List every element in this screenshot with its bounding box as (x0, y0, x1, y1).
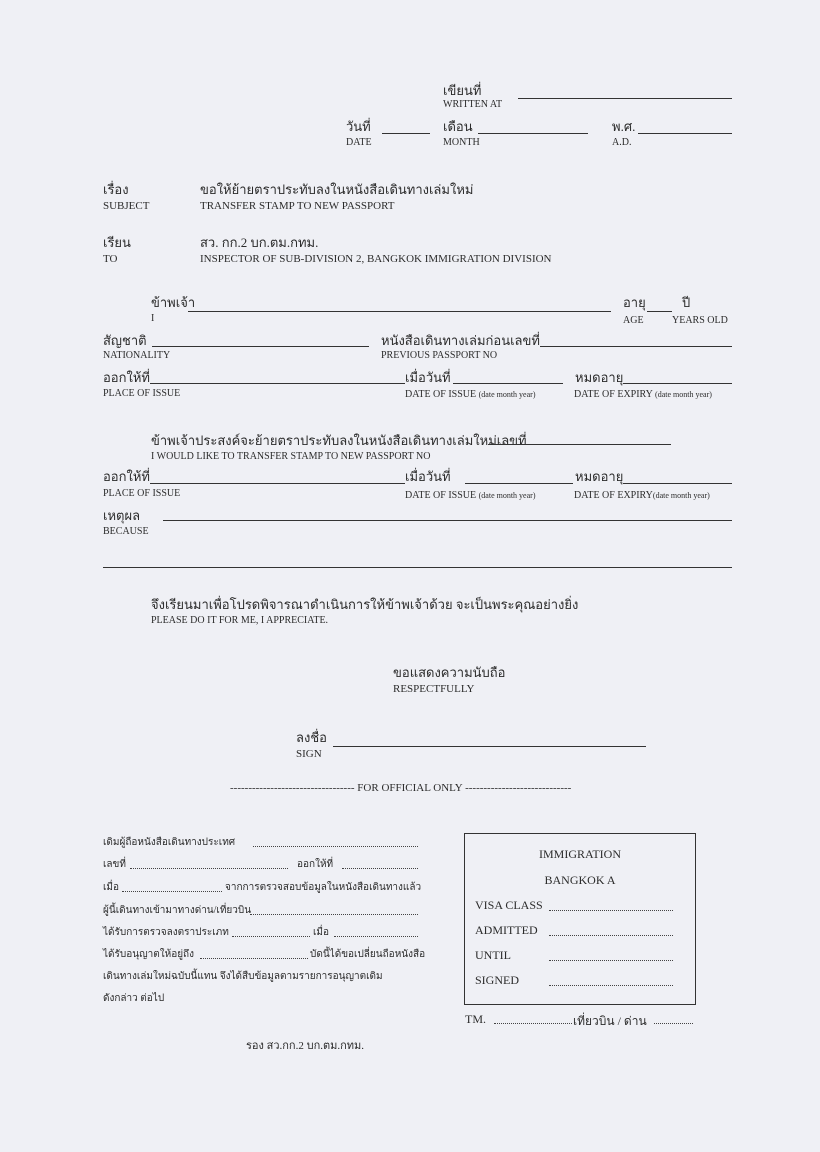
to-value-en: INSPECTOR OF SUB-DIVISION 2, BANGKOK IMMIGRATION DIVISION (200, 253, 552, 265)
official-line-2b: ออกให้ที่ (297, 859, 334, 870)
date-hint: (date month year) (478, 390, 536, 399)
request-en: PLEASE DO IT FOR ME, I APPRECIATE. (151, 615, 329, 626)
official-line-5b: เมื่อ (313, 927, 330, 938)
stamp-until-field[interactable] (549, 960, 673, 961)
stamp-signed-field[interactable] (549, 985, 673, 986)
place-issue-en: PLACE OF ISSUE (103, 388, 181, 399)
official-stay-until-field[interactable] (200, 958, 308, 959)
expiry-field[interactable] (623, 383, 732, 384)
because-field[interactable] (163, 520, 732, 521)
subject-value-th: ขอให้ย้ายตราประทับลงในหนังสือเดินทางเล่มใหม่ (200, 182, 474, 197)
date-en: DATE (346, 137, 372, 148)
stamp-visa-class-label: VISA CLASS (475, 898, 543, 912)
age-th: อายุ (623, 295, 646, 310)
name-field[interactable] (188, 311, 611, 312)
np-date-issue-en-label: DATE OF ISSUE (405, 490, 477, 501)
month-field[interactable] (478, 133, 588, 134)
expiry-hint: (date month year) (655, 390, 712, 399)
official-number-field[interactable] (130, 868, 288, 869)
stamp-admitted-field[interactable] (549, 935, 673, 936)
np-date-issue-th: เมื่อวันที่ (405, 469, 451, 484)
stamp-tm-field[interactable] (494, 1023, 572, 1024)
to-label-en: TO (103, 253, 118, 265)
age-en: AGE (623, 315, 644, 326)
ad-th: พ.ศ. (612, 119, 636, 134)
prev-passport-th: หนังสือเดินทางเล่มก่อนเลขที่ (381, 333, 540, 348)
np-place-issue-field[interactable] (150, 483, 405, 484)
expiry-en-label: DATE OF EXPIRY (574, 389, 653, 400)
i-label-en: I (151, 313, 155, 324)
np-expiry-field[interactable] (623, 483, 732, 484)
official-issued-field[interactable] (342, 868, 418, 869)
written-at-th: เขียนที่ (443, 83, 482, 98)
stamp-signed-label: SIGNED (475, 973, 519, 987)
official-line-3b: จากการตรวจสอบข้อมูลในหนังสือเดินทางแล้ว (225, 882, 422, 893)
stamp-admitted-label: ADMITTED (475, 923, 538, 937)
np-expiry-th: หมดอายุ (575, 469, 624, 484)
ad-field[interactable] (638, 133, 732, 134)
official-country-field[interactable] (253, 846, 418, 847)
ad-en: A.D. (612, 137, 632, 148)
nationality-field[interactable] (152, 346, 369, 347)
new-passport-field[interactable] (488, 444, 671, 445)
official-flight-field[interactable] (250, 914, 418, 915)
subject-label-en: SUBJECT (103, 200, 150, 212)
date-th: วันที่ (346, 119, 371, 134)
date-issue-en-label: DATE OF ISSUE (405, 389, 477, 400)
official-line-2a: เลขที่ (103, 859, 126, 870)
written-at-en: WRITTEN AT (443, 99, 503, 110)
np-date-issue-en (405, 490, 536, 501)
nationality-th: สัญชาติ (103, 333, 147, 348)
written-at-field[interactable] (518, 98, 732, 99)
date-issue-field[interactable] (453, 383, 563, 384)
np-date-hint: (date month year) (478, 491, 536, 500)
official-signer: รอง สว.กก.2 บก.ตม.กทม. (246, 1040, 365, 1052)
nationality-en: NATIONALITY (103, 350, 171, 361)
years-en: YEARS OLD (672, 315, 728, 326)
official-visa-date-field[interactable] (334, 936, 418, 937)
date-issue-th: เมื่อวันที่ (405, 370, 451, 385)
stamp-flight-field[interactable] (654, 1023, 693, 1024)
np-expiry-en-label: DATE OF EXPIRY (574, 490, 653, 501)
age-field[interactable] (647, 311, 672, 312)
subject-label-th: เรื่อง (103, 182, 129, 197)
date-field[interactable] (382, 133, 430, 134)
i-label-th: ข้าพเจ้า (151, 295, 196, 310)
prev-passport-field[interactable] (540, 346, 732, 347)
sign-th: ลงชื่อ (296, 730, 327, 745)
official-line-4: ผู้นี้เดินทางเข้ามาทางด่าน/เที่ยวบิน (103, 905, 252, 916)
month-th: เดือน (443, 119, 473, 134)
transfer-en: I WOULD LIKE TO TRANSFER STAMP TO NEW PASSPORT NO (151, 451, 431, 462)
because-th: เหตุผล (103, 508, 141, 523)
signature-field[interactable] (333, 746, 646, 747)
official-line-5a: ได้รับการตรวจลงตราประเภท (103, 927, 229, 938)
official-line-7: เดินทางเล่มใหม่ฉบับนี้แทน จึงได้สืบข้อมูลตามรายการอนุญาตเดิม (103, 971, 383, 982)
prev-passport-en: PREVIOUS PASSPORT NO (381, 350, 498, 361)
official-line-6b: บัดนี้ได้ขอเปลี่ยนถือหนังสือ (310, 949, 426, 960)
np-date-issue-field[interactable] (465, 483, 573, 484)
official-visa-type-field[interactable] (232, 936, 310, 937)
official-line-1: เดิมผู้ถือหนังสือเดินทางประเทศ (103, 837, 236, 848)
official-when-field[interactable] (122, 891, 222, 892)
request-th: จึงเรียนมาเพื่อโปรดพิจารณาดำเนินการให้ข้าพเจ้าด้วย จะเป็นพระคุณอย่างยิ่ง (151, 597, 579, 612)
official-line-3a: เมื่อ (103, 882, 120, 893)
to-label-th: เรียน (103, 235, 131, 250)
sign-en: SIGN (296, 748, 322, 760)
respect-th: ขอแสดงความนับถือ (393, 665, 506, 680)
np-expiry-en (574, 490, 710, 501)
np-expiry-hint: (date month year) (652, 491, 710, 500)
stamp-title-1: IMMIGRATION (539, 847, 621, 861)
expiry-th: หมดอายุ (575, 370, 624, 385)
place-issue-field[interactable] (150, 383, 405, 384)
respect-en: RESPECTFULLY (393, 683, 475, 695)
stamp-until-label: UNTIL (475, 948, 511, 962)
because-en: BECAUSE (103, 526, 149, 537)
because-field-line2[interactable] (103, 567, 732, 568)
date-issue-en (405, 389, 536, 400)
subject-value-en: TRANSFER STAMP TO NEW PASSPORT (200, 200, 395, 212)
month-en: MONTH (443, 137, 480, 148)
years-th: ปี (682, 295, 691, 310)
stamp-title-2: BANGKOK A (544, 873, 616, 887)
official-divider: ---------------------------------- FOR OFFICIAL ONLY ----------------------------- (230, 782, 572, 794)
official-line-8: ดังกล่าว ต่อไป (103, 993, 165, 1004)
transfer-th: ข้าพเจ้าประสงค์จะย้ายตราประทับลงในหนังสือเดินทางเล่มใหม่เลขที่ (151, 433, 527, 448)
stamp-tm-label: TM. (465, 1012, 486, 1026)
np-place-issue-th: ออกให้ที่ (103, 469, 150, 484)
stamp-visa-class-field[interactable] (549, 910, 673, 911)
stamp-flight-label: เที่ยวบิน / ด่าน (573, 1014, 647, 1028)
to-value-th: สว. กก.2 บก.ตม.กทม. (200, 235, 319, 250)
official-line-6a: ได้รับอนุญาตให้อยู่ถึง (103, 949, 194, 960)
expiry-en (574, 389, 712, 400)
place-issue-th: ออกให้ที่ (103, 370, 150, 385)
np-place-issue-en: PLACE OF ISSUE (103, 488, 181, 499)
